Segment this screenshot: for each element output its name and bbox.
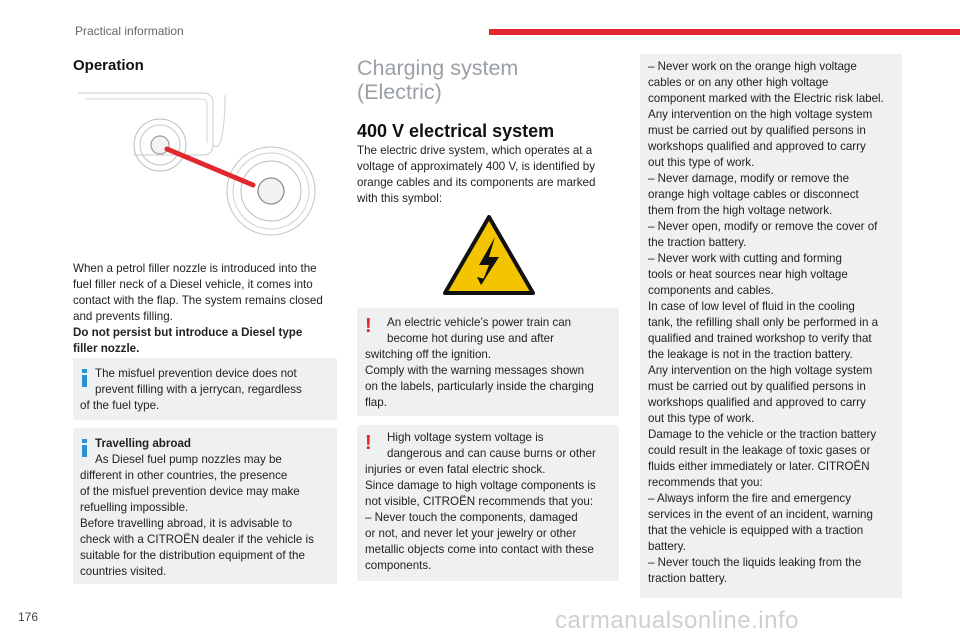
info-icon — [82, 369, 87, 387]
info-icon — [82, 439, 87, 457]
safety-text-line: that the vehicle is equipped with a traction — [648, 524, 864, 537]
warning-box-continued — [640, 54, 902, 598]
warning-box-hot-powertrain: ! An electric vehicle’s power train can become hot during use and after switching off the ignition. Comply with the warning messages shown on the labels, particularly inside the charging flap. — [357, 308, 619, 416]
section-title: Charging system (Electric) — [357, 56, 519, 104]
safety-text-line: must be carried out by qualified persons in — [648, 380, 866, 393]
header-section-title: Practical information — [75, 24, 184, 38]
safety-text-line: the leakage is not in the traction battery. — [648, 348, 853, 361]
warning-icon: ! — [365, 315, 372, 337]
safety-text-line: battery. — [648, 540, 686, 553]
safety-text-line: cables or on any other high voltage — [648, 76, 829, 89]
safety-text-line: workshops qualified and approved to carry — [648, 396, 866, 409]
warning-box-high-voltage: ! High voltage system voltage is dangerous and can cause burns or other injuries or even fatal electric shock. Since damage to high voltage components is not visible, CITROËN recommends that you: – Never touch the components, damaged or not, and never let your jewelry or other metallic objects come into contact with these components. — [357, 425, 619, 581]
high-voltage-warning-icon — [441, 213, 537, 298]
safety-text-line: services in the event of an incident, warning — [648, 508, 873, 521]
safety-text-line: In case of low level of fluid in the cooling — [648, 300, 855, 313]
page-number: 176 — [18, 610, 39, 624]
safety-text-line: the traction battery. — [648, 236, 747, 249]
safety-text-line: could result in the leakage of toxic gases or — [648, 444, 871, 457]
safety-text-line: fluids either immediately or later. CITROËN — [648, 460, 870, 473]
safety-text-line: tank, the refilling shall only be performed in a — [648, 316, 879, 329]
safety-text-line: workshops qualified and approved to carry — [648, 140, 866, 153]
watermark: carmanualsonline.info — [555, 607, 799, 634]
safety-text-line: out this type of work. — [648, 412, 755, 425]
header-accent-bar — [489, 29, 960, 35]
safety-text-line: – Never touch the liquids leaking from the — [648, 556, 862, 569]
safety-text-line: Any intervention on the high voltage system — [648, 108, 873, 121]
safety-text-line: orange high voltage cables or disconnect — [648, 188, 859, 201]
safety-text-line: – Never work on the orange high voltage — [648, 60, 857, 73]
safety-text-line: – Never open, modify or remove the cover of — [648, 220, 878, 233]
safety-text-line: them from the high voltage network. — [648, 204, 833, 217]
safety-text-line: – Never damage, modify or remove the — [648, 172, 850, 185]
safety-text-line: Any intervention on the high voltage system — [648, 364, 873, 377]
warning-icon: ! — [365, 432, 372, 454]
safety-text-line: – Never work with cutting and forming — [648, 252, 842, 265]
safety-text-line: qualified and trained workshop to verify that — [648, 332, 872, 345]
safety-text-line: out this type of work. — [648, 156, 755, 169]
operation-description: When a petrol filler nozzle is introduced into the fuel filler neck of a Diesel vehicle, it comes into contact with the flap. The system remains closed and prevents filling. Do not persist but introduce a Diesel type filler nozzle. — [73, 262, 323, 355]
safety-text-line: recommends that you: — [648, 476, 763, 489]
safety-text-line: component marked with the Electric risk label. — [648, 92, 884, 105]
safety-text-line: must be carried out by qualified persons in — [648, 124, 866, 137]
safety-text-line: tools or heat sources near high voltage — [648, 268, 848, 281]
operation-heading: Operation — [73, 57, 144, 74]
high-voltage-safety-text — [648, 59, 900, 587]
filler-neck-illustration — [73, 85, 328, 245]
safety-text-line: components and cables. — [648, 284, 774, 297]
subsection-title: 400 V electrical system — [357, 121, 555, 141]
info-box-jerrycan: The misfuel prevention device does not prevent filling with a jerrycan, regardless of the fuel type. — [73, 358, 337, 420]
info-box-travelling-abroad: Travelling abroad As Diesel fuel pump nozzles may be different in other countries, the presence of the misfuel prevention device may make refuelling impossible. Before travelling abroad, it is advisable to check with a CITROËN dealer if the vehicle is suitable for the distribution equipment of the countries visited. — [73, 428, 337, 584]
safety-text-line: traction battery. — [648, 572, 728, 585]
safety-text-line: – Always inform the fire and emergency — [648, 492, 851, 505]
safety-text-line: Damage to the vehicle or the traction battery — [648, 428, 877, 441]
electrical-system-description: The electric drive system, which operates at a voltage of approximately 400 V, is identified by orange cables and its components are marked with this symbol: — [357, 144, 596, 205]
